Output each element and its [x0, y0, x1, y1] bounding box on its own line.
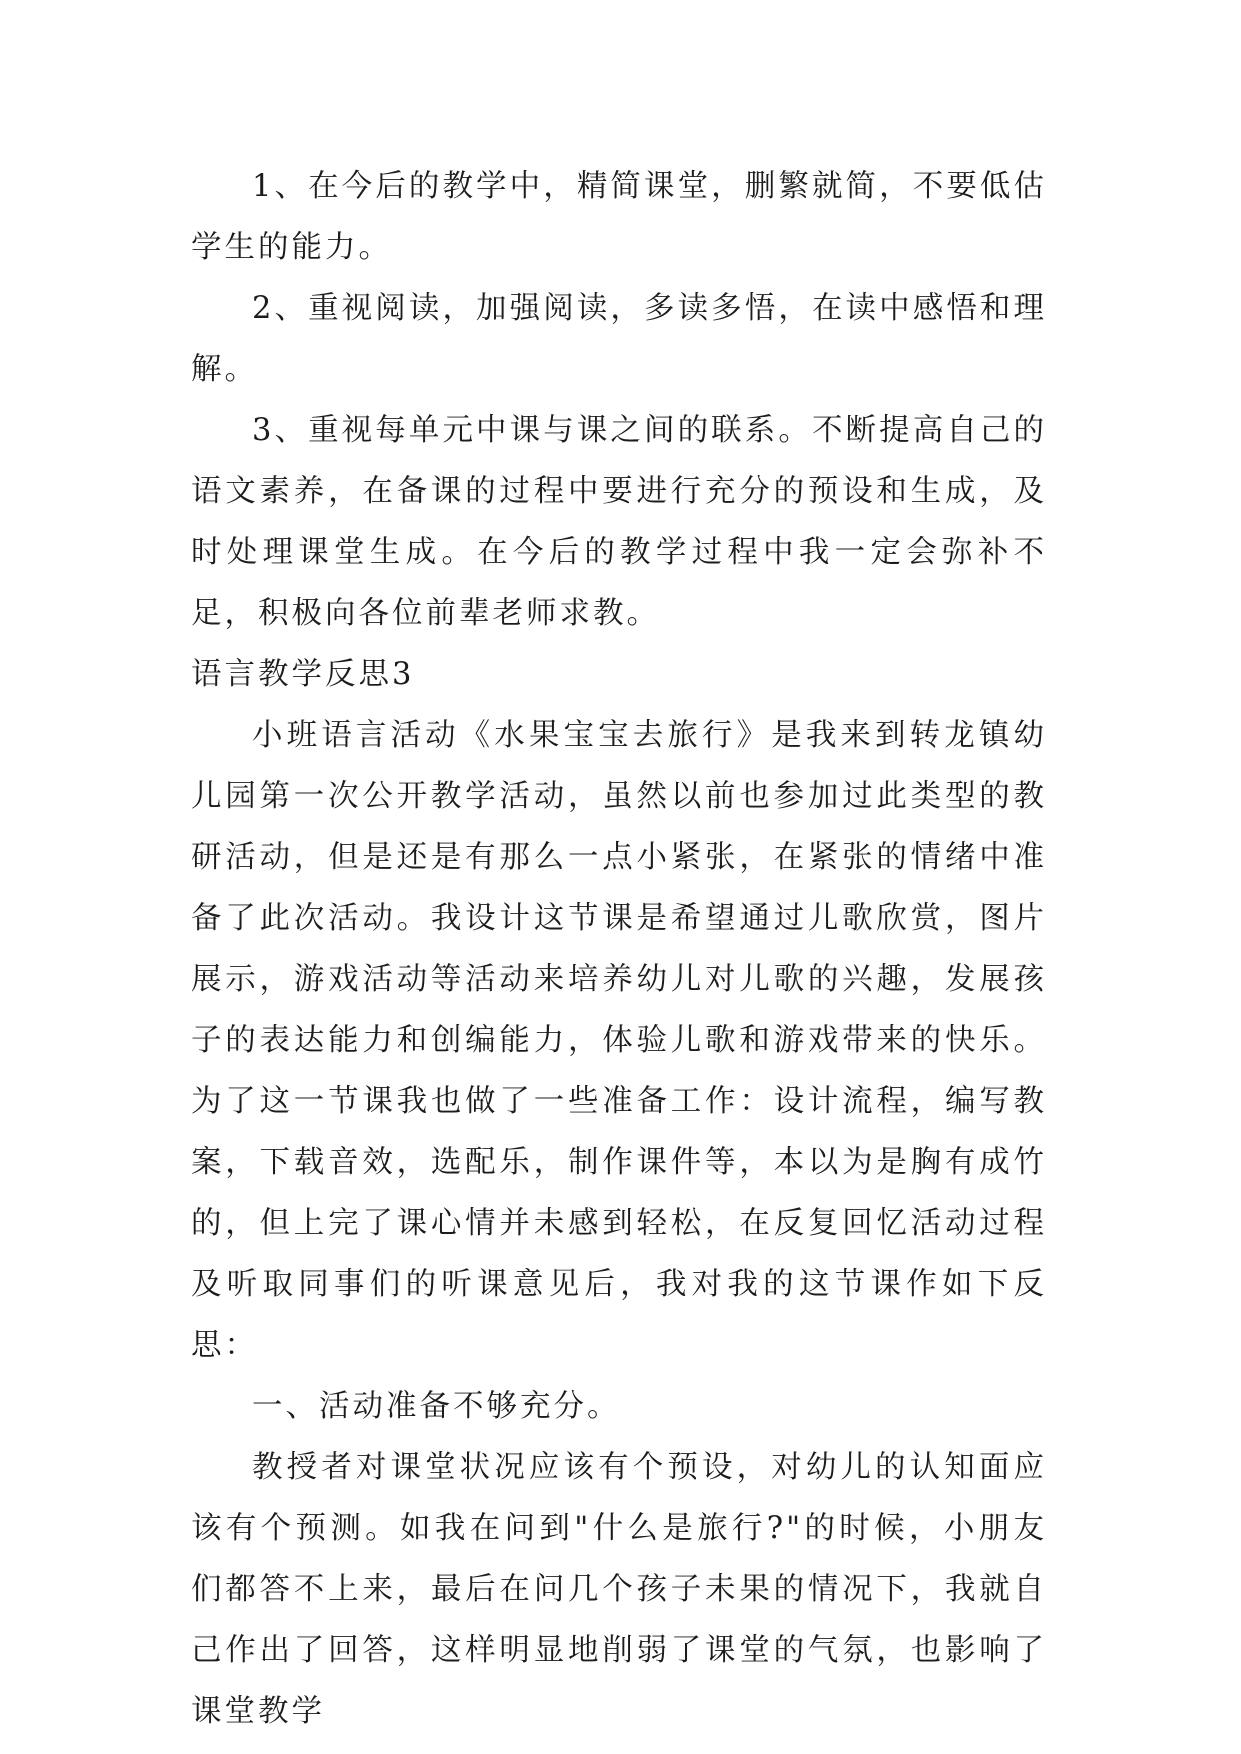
paragraph-intro: 小班语言活动《水果宝宝去旅行》是我来到转龙镇幼儿园第一次公开教学活动，虽然以前也参加过此类型的教研活动，但是还是有那么一点小紧张，在紧张的情绪中准备了此次活动。我设计这节课是希望通过儿歌欣赏，图片展示，游戏活动等活动来培养幼儿对儿歌的兴趣，发展孩子的表达能力和创编能力，体验儿歌和游戏带来的快乐。为了这一节课我也做了一些准备工作：设计流程，编写教案，下载音效，选配乐，制作课件等，本以为是胸有成竹的，但上完了课心情并未感到轻松，在反复回忆活动过程及听取同事们的听课意见后，我对我的这节课作如下反思：: [191, 718, 1047, 1363]
paragraph-body: 教授者对课堂状况应该有个预设，对幼儿的认知面应该有个预测。如我在问到"什么是旅行?"的时候，小朋友们都答不上来，最后在问几个孩子未果的情况下，我就自己作出了回答，这样明显地削弱了课堂的气氛，也影响了课堂教学: [191, 1450, 1047, 1729]
section-heading: 语言教学反思3: [191, 657, 415, 692]
document-body: [191, 156, 1047, 1742]
paragraph-point-2: 2、重视阅读，加强阅读，多读多悟，在读中感悟和理解。: [191, 291, 1047, 387]
paragraph-subheading: 一、活动准备不够充分。: [252, 1389, 621, 1424]
paragraph-point-3: 3、重视每单元中课与课之间的联系。不断提高自己的语文素养，在备课的过程中要进行充分的预设和生成，及时处理课堂生成。在今后的教学过程中我一定会弥补不足，积极向各位前辈老师求教。: [191, 413, 1047, 631]
paragraph-point-1: 1、在今后的教学中，精简课堂，删繁就简，不要低估学生的能力。: [191, 169, 1047, 265]
